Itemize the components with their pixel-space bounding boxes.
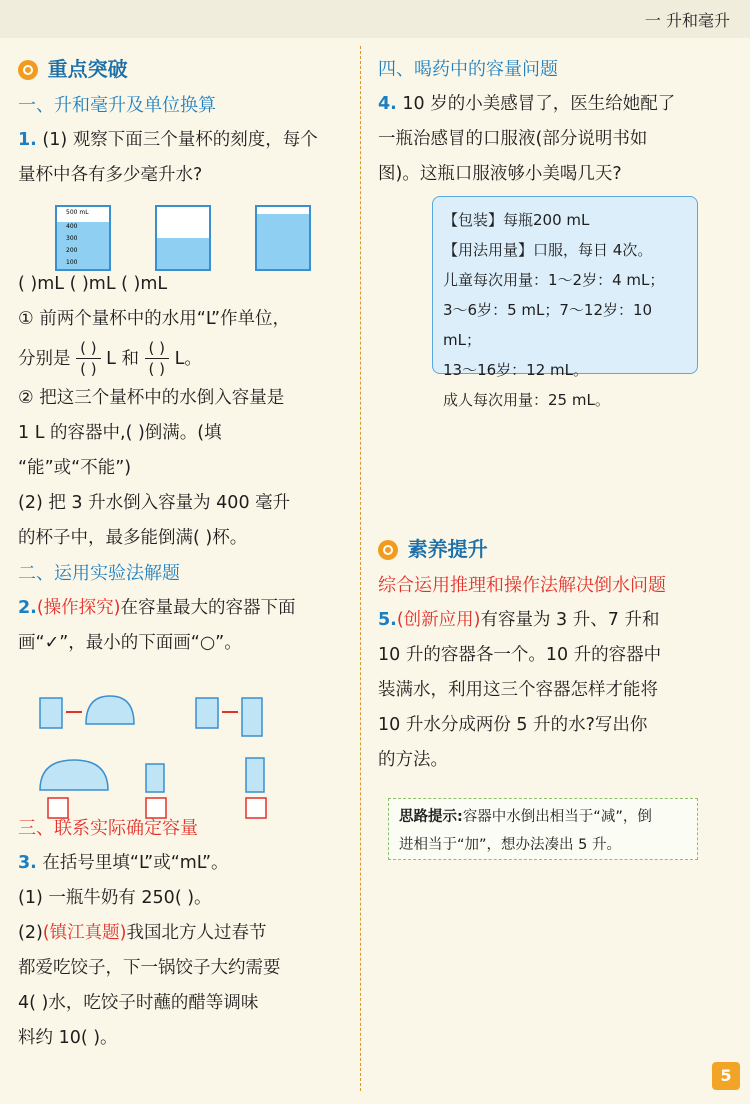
question-number: 4. (378, 94, 397, 114)
q1-blanks: ( )mL ( )mL ( )mL (18, 273, 168, 294)
hint-text: 容器中水倒出相当于“减”，倒 (462, 809, 652, 825)
container-glass (40, 698, 62, 728)
container-bowl (86, 696, 134, 724)
notice-line: 3～6岁：5 mL；7～12岁：10 mL； (443, 301, 653, 349)
question-number: 3. (18, 852, 37, 873)
column-divider (360, 46, 361, 1091)
measuring-cup (256, 206, 310, 270)
numerator: ( ) (145, 338, 169, 359)
q3-text: 都爱吃饺子，下一锅饺子大约需要 (18, 957, 281, 978)
question-number: 2. (18, 597, 37, 618)
q3-text: 在括号里填“L”或“mL”。 (42, 852, 229, 873)
notice-line: 成人每次用量：25 mL。 (443, 391, 610, 409)
container-pictures (34, 680, 324, 820)
q3-sub-number: (2) (18, 922, 43, 943)
numerator: ( ) (76, 338, 100, 359)
q2-text: 在容量最大的容器下面 (120, 597, 296, 618)
q3-text: 我国北方人过春节 (126, 922, 267, 943)
question-4 (378, 87, 708, 192)
answer-box (146, 798, 166, 818)
container-glass (146, 764, 164, 792)
q5-text: 10 升水分成两份 5 升的水?写出你 (378, 714, 648, 735)
measuring-cup (156, 206, 210, 270)
question-3 (18, 846, 348, 1056)
q1-fractions (18, 337, 348, 381)
q4-text: 一瓶治感冒的口服液(部分说明书如 (378, 129, 648, 149)
runner-icon (378, 540, 398, 560)
q1-sub2: 1 L 的容器中,( )倒满。(填 (18, 422, 222, 443)
container-bowl (40, 760, 108, 790)
fraction-blank (145, 338, 169, 379)
target-icon (18, 60, 38, 80)
section-header-key (18, 52, 348, 88)
q2-text: 画“✓”，最小的下面画“○”。 (18, 632, 242, 653)
container-glass (196, 698, 218, 728)
question-1 (18, 123, 348, 556)
q3-text: 4( )水，吃饺子时蘸的醋等调味 (18, 992, 259, 1013)
q5-text: 有容量为 3 升、7 升和 (480, 609, 660, 630)
answer-box (246, 798, 266, 818)
q1-sub2: “能”或“不能”) (18, 457, 132, 478)
cup-label: 500 mL (66, 209, 89, 216)
subheading-2: 二、运用实验法解题 (18, 562, 180, 584)
notice-line: 儿童每次用量：1～2岁：4 mL； (443, 271, 665, 289)
question-5 (378, 603, 708, 778)
answer-box (48, 798, 68, 818)
q1-sub1: ① 前两个量杯中的水用“L”作单位， (18, 308, 291, 329)
notice-line: 【包装】每瓶200 mL (443, 211, 590, 229)
q5-text: 装满水，利用这三个容器怎样才能将 (378, 679, 658, 700)
q5-text: 的方法。 (378, 749, 448, 770)
subheading-3: 三、联系实际确定容量 (18, 817, 198, 839)
hint-text: 进相当于“加”，想办法凑出 5 升。 (399, 837, 621, 853)
medicine-instructions (432, 196, 698, 409)
cup-label: 200 (66, 247, 78, 254)
q1-sub2: ② 把这三个量杯中的水倒入容量是 (18, 387, 285, 408)
fraction-blank (76, 338, 100, 379)
cup-label: 300 (66, 235, 78, 242)
q1-part2: (2) 把 3 升水倒入容量为 400 毫升 (18, 492, 291, 513)
question-number: 5. (378, 609, 397, 630)
fraction-end: L。 (174, 348, 202, 369)
question-2 (18, 591, 348, 661)
measuring-cups (46, 200, 326, 274)
section-title: 素养提升 (407, 537, 488, 561)
subheading-1: 一、升和毫升及单位换算 (18, 94, 216, 116)
container-glass (246, 758, 264, 792)
denominator: ( ) (80, 360, 97, 378)
q4-text: 10 岁的小美感冒了，医生给她配了 (402, 94, 676, 114)
q3-text: 料约 10( )。 (18, 1027, 118, 1048)
question-tag: (创新应用) (396, 609, 481, 630)
denominator: ( ) (148, 360, 166, 378)
question-number: 1. (18, 129, 37, 150)
q1-part2: 的杯子中，最多能倒满( )杯。 (18, 527, 248, 548)
q3-text: (1) 一瓶牛奶有 250( )。 (18, 887, 212, 908)
fraction-mid: L 和 (106, 348, 139, 369)
section-header-literacy (378, 532, 708, 568)
page-number: 5 (712, 1062, 740, 1090)
cup-label: 400 (66, 223, 78, 230)
cup-label: 100 (66, 259, 78, 266)
notice-line: 【用法用量】口服，每日 4次。 (443, 241, 653, 259)
subheading-5: 综合运用推理和操作法解决倒水问题 (378, 574, 666, 596)
q1-line: (1) 观察下面三个量杯的刻度，每个 (42, 129, 318, 150)
hint-label: 思路提示: (399, 809, 463, 825)
fraction-prefix: 分别是 (18, 348, 71, 369)
running-title: 一 升和毫升 (644, 11, 730, 30)
section-title: 重点突破 (47, 57, 128, 81)
q1-line: 量杯中各有多少毫升水? (18, 164, 203, 185)
q4-text: 图)。这瓶口服液够小美喝几天? (378, 164, 622, 184)
hint-box (388, 798, 698, 860)
subheading-4: 四、喝药中的容量问题 (378, 59, 558, 80)
notice-line: 13～16岁：12 mL。 (443, 361, 588, 379)
container-tall-glass (242, 698, 262, 736)
q5-text: 10 升的容器各一个。10 升的容器中 (378, 644, 662, 665)
top-bar (0, 0, 750, 38)
question-tag: (操作探究) (36, 597, 121, 618)
question-tag: (镇江真题) (42, 922, 127, 943)
